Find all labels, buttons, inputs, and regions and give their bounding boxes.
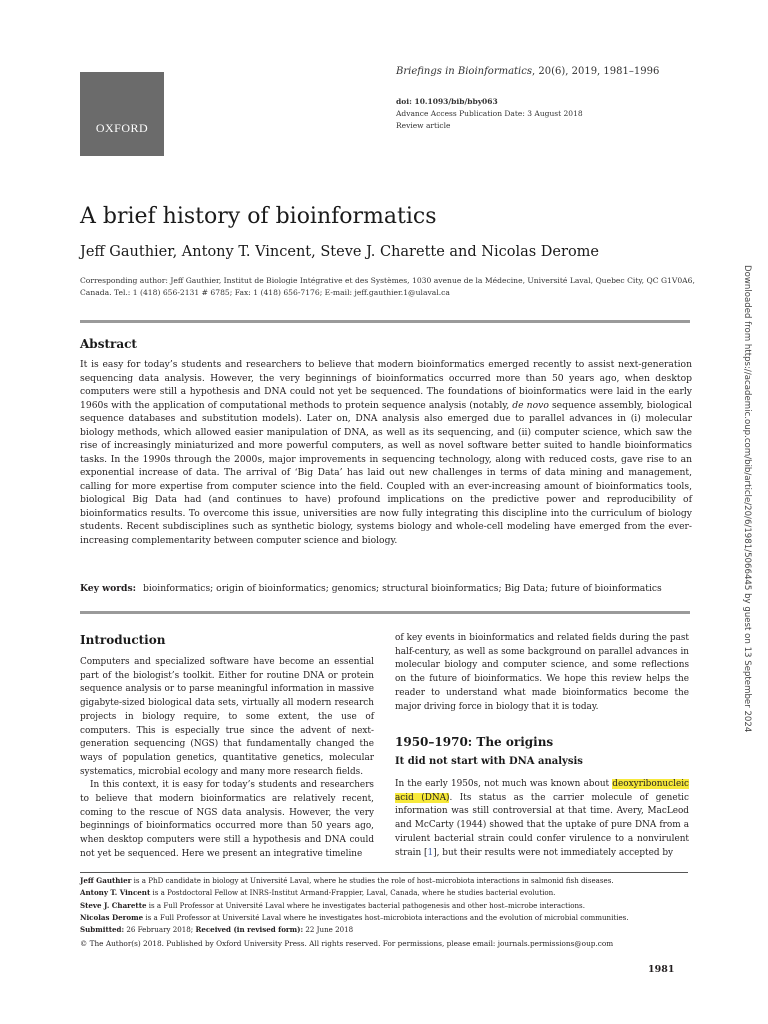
received-label: Received (in revised form): bbox=[195, 925, 304, 935]
bio-derome bbox=[80, 912, 700, 924]
received-date: 22 June 2018 bbox=[303, 925, 354, 935]
origins-text-mid: . Its status as the carrier molecule of genetic information was still controversial at that time. Avery, MacLeod and McCarty (1944) showed that the uptake of pure DNA from a virulent bacterial strain could confer virulence to a nonvirulent strain [ bbox=[395, 792, 689, 858]
origins-paragraph bbox=[395, 778, 689, 860]
abstract-bottom-rule bbox=[80, 611, 690, 614]
bio-charette bbox=[80, 900, 700, 912]
keywords bbox=[80, 583, 700, 594]
article-meta bbox=[396, 96, 583, 132]
bio-text: is a PhD candidate in biology at Université Laval, where he studies the role of host–microbiota interactions in salmonid fish diseases. bbox=[131, 876, 614, 885]
bio-text: is a Postdoctoral Fellow at INRS-Institut Armand-Frappier, Laval, Canada, where he studies bacterial evolution. bbox=[150, 888, 556, 898]
page-number: 1981 bbox=[648, 964, 675, 975]
right-column-body bbox=[395, 778, 689, 860]
abstract-heading: Abstract bbox=[80, 337, 137, 351]
introduction-heading: Introduction bbox=[80, 633, 166, 647]
article-type: Review article bbox=[396, 121, 451, 130]
bio-name: Steve J. Charette bbox=[80, 900, 147, 910]
reference-link-1[interactable]: 1 bbox=[427, 847, 434, 858]
oxford-logo bbox=[80, 72, 164, 156]
submission-dates bbox=[80, 924, 700, 936]
journal-name: Briefings in Bioinformatics bbox=[396, 66, 532, 77]
corresponding-author: Corresponding author: Jeff Gauthier, Institut de Biologie Intégrative et des Systèmes, 1030 avenue de la Médecine, Université Laval, Quebec City, QC G1V0A6, Canada. Tel.: 1 (418) 656-2131 # 6785; Fax: 1 (418) 656-7176; E-mail: jeff.gauthier.1@ulaval.ca bbox=[80, 276, 695, 297]
abstract-text-a: It is easy for today’s students and researchers to believe that modern bioinformatics emerged recently to assist next-generation sequencing data analysis. However, the very beginnings of bioinformatics occurred more than 50 years ago, when desktop computers were still a hypothesis and DNA could not yet be sequenced. The foundations of bioinformatics were laid in the early 1960s with the application of computational methods to protein sequence analysis (notably, bbox=[80, 359, 692, 411]
intro-paragraph-2: In this context, it is easy for today’s students and researchers to believe that modern bioinformatics are relatively recent, coming to the rescue of NGS data analysis. However, the very beginnings of bioinformatics occurred more than 50 years ago, when desktop computers were still a hypothesis and DNA could not yet be sequenced. Here we present an integrative timeline bbox=[80, 780, 374, 859]
bio-name: Antony T. Vincent bbox=[80, 888, 151, 898]
author-biographies bbox=[80, 875, 700, 936]
keywords-text: bioinformatics; origin of bioinformatics; genomics; structural bioinformatics; Big Data; future of bioinformatics bbox=[142, 583, 662, 594]
journal-citation bbox=[396, 66, 659, 77]
copyright-notice: © The Author(s) 2018. Published by Oxford University Press. All rights reserved. For permissions, please email: journals.permissions@oup.com bbox=[80, 939, 614, 948]
advance-access-date: Advance Access Publication Date: 3 August 2018 bbox=[396, 109, 583, 118]
keywords-label: Key words: bbox=[80, 583, 137, 594]
article-title: A brief history of bioinformatics bbox=[80, 204, 437, 229]
intro-paragraph-3: of key events in bioinformatics and related fields during the past half-century, as well as some background on parallel advances in molecular biology and computer science, and some reflections on the future of bioinformatics. We hope this review helps the reader to understand what made bioinformatics become the major driving force in biology that it is today. bbox=[395, 633, 689, 712]
bio-name: Nicolas Derome bbox=[80, 912, 144, 922]
left-column bbox=[80, 656, 374, 862]
footnote-rule bbox=[80, 872, 688, 873]
logo-text: OXFORD bbox=[95, 121, 149, 135]
bio-text: is a Full Professor at Université Laval where he investigates host–microbiota interactions and the evolution of microbial communities. bbox=[143, 912, 629, 922]
section-origins-heading: 1950–1970: The origins bbox=[395, 735, 554, 749]
abstract-top-rule bbox=[80, 320, 690, 323]
intro-paragraph-1: Computers and specialized software have become an essential part of the biologist’s toolkit. Either for routine DNA or protein sequence analysis or to parse meaningful information in massive gigabyte-sized biological data sets, virtually all modern research projects in biology require, to some extent, the use of computers. This is especially true since the advent of next-generation sequencing (NGS) that fundamentally changed the ways of population genetics, quantitative genetics, molecular systematics, microbial ecology and many more research fields. bbox=[80, 657, 374, 777]
dna-highlight[interactable]: deoxyribonucleic acid (DNA) bbox=[395, 779, 689, 803]
bio-name: Jeff Gauthier bbox=[80, 876, 132, 885]
abstract-text-b: sequence assembly, biological sequence databases and substitution models). Later on, DNA analysis also emerged due to parallel advances in (i) molecular biology methods, which allowed easier manipulation of DNA, as well as its sequencing, and (ii) computer science, which saw the rise of increasingly miniaturized and more powerful computers, as well as novel software better suited to handle bioinformatics tasks. In the 1990s through the 2000s, major improvements in sequencing technology, along with reduced costs, gave rise to an exponential increase of data. The arrival of ‘Big Data’ has laid out new challenges in terms of data mining and management, calling for more expertise from computer science into the field. Coupled with an ever-increasing amount of bioinformatics tools, biological Big Data had (and continues to have) profound implications on the predictive power and reproducibility of bioinformatics results. To overcome this issue, universities are now fully integrating this discipline into the curriculum of biology students. Recent subdisciplines such as synthetic biology, systems biology and whole-cell modeling have emerged from the ever-increasing complementarity between computer science and biology. bbox=[80, 399, 692, 546]
abstract-text bbox=[80, 358, 692, 547]
origins-text-pre: In the early 1950s, not much was known about bbox=[395, 779, 613, 789]
bio-gauthier bbox=[80, 875, 700, 887]
journal-volume: , 20(6), 2019, 1981–1996 bbox=[532, 66, 660, 77]
doi[interactable]: doi: 10.1093/bib/bby063 bbox=[396, 97, 498, 106]
submitted-date: 26 February 2018; bbox=[124, 925, 196, 935]
author-list: Jeff Gauthier, Antony T. Vincent, Steve J. Charette and Nicolas Derome bbox=[80, 244, 599, 260]
bio-text: is a Full Professor at Université Laval where he investigates bacterial pathogenesis and other host–microbe interactions. bbox=[146, 900, 585, 910]
submitted-label: Submitted: bbox=[80, 925, 125, 935]
bio-vincent bbox=[80, 887, 700, 899]
section-origins-subheading: It did not start with DNA analysis bbox=[395, 756, 583, 767]
download-notice-sidebar: Downloaded from https://academic.oup.com/bib/article/20/6/1981/5066445 by guest on 13 September 2024 bbox=[742, 265, 752, 733]
abstract-italic: de novo bbox=[512, 399, 549, 411]
origins-text-post: ], but their results were not immediately accepted by bbox=[433, 847, 674, 858]
right-column-top bbox=[395, 632, 689, 714]
